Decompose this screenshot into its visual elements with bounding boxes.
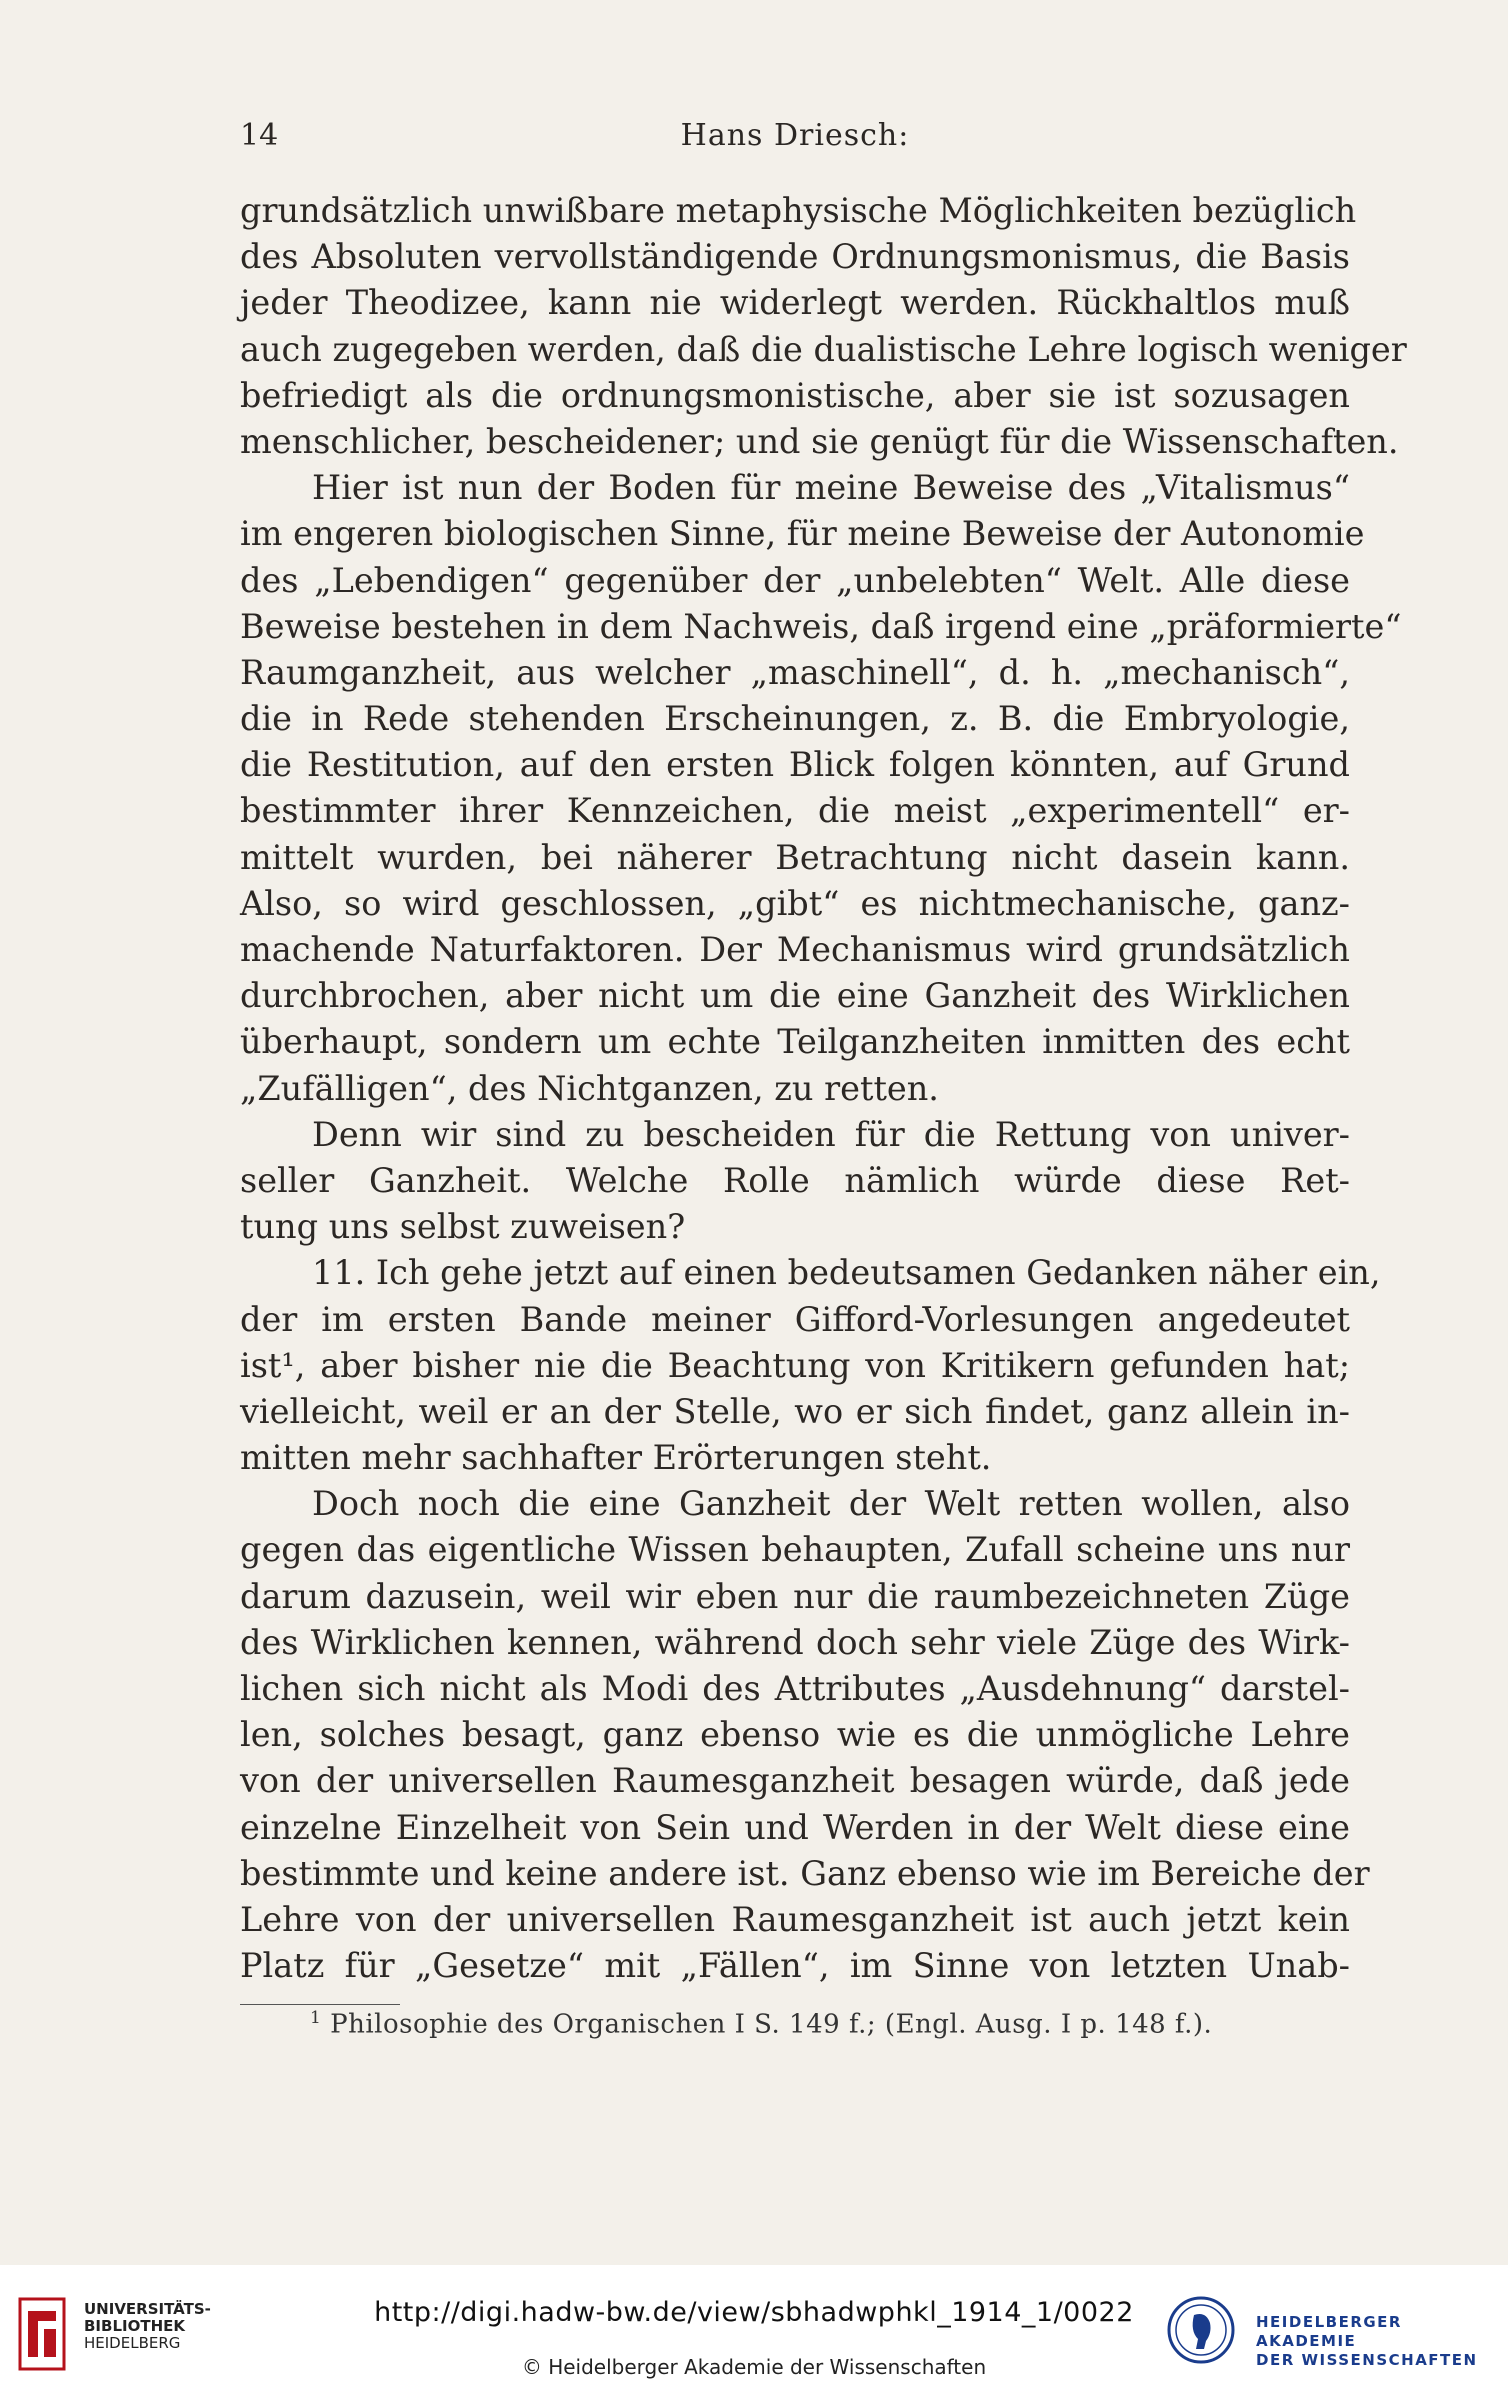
university-library-name: UNIVERSITÄTS- BIBLIOTHEK HEIDELBERG	[84, 2300, 211, 2352]
text-line: lichen sich nicht als Modi des Attributes „Ausdehnung“ darstel-	[240, 1669, 1350, 1708]
academy-name: HEIDELBERGER AKADEMIE DER WISSENSCHAFTEN	[1256, 2313, 1478, 2369]
text-line: bestimmter ihrer Kennzeichen, die meist „experimentell“ er-	[240, 791, 1350, 831]
text-line: der im ersten Bande meiner Gifford-Vorlesungen angedeutet	[240, 1299, 1350, 1339]
permalink-url[interactable]: http://digi.hadw-bw.de/view/sbhadwphkl_1914_1/0022	[374, 2297, 1134, 2328]
text-line: Platz für „Gesetze“ mit „Fällen“, im Sinne von letzten Unab-	[240, 1946, 1350, 1986]
text-line: durchbrochen, aber nicht um die eine Ganzheit des Wirklichen	[240, 976, 1350, 1016]
text-line: seller Ganzheit. Welche Rolle nämlich würde diese Ret-	[240, 1160, 1350, 1200]
text-line: machende Naturfaktoren. Der Mechanismus wird grundsätzlich	[240, 930, 1350, 969]
text-line: überhaupt, sondern um echte Teilganzheiten inmitten des echt	[240, 1022, 1350, 1062]
copyright-notice: © Heidelberger Akademie der Wissenschaften	[521, 2355, 987, 2379]
body-text	[240, 188, 1407, 1989]
footnote-divider	[240, 2004, 400, 2005]
text-line: im engeren biologischen Sinne, für meine Beweise der Autonomie	[240, 514, 1365, 554]
text-line: des „Lebendigen“ gegenüber der „unbelebten“ Welt. Alle diese	[240, 560, 1350, 600]
text-line: die Restitution, auf den ersten Blick folgen könnten, auf Grund	[240, 745, 1350, 785]
text-line: jeder Theodizee, kann nie widerlegt werden. Rückhaltlos muß	[240, 283, 1350, 323]
page-number: 14	[240, 118, 279, 153]
text-line: grundsätzlich unwißbare metaphysische Möglichkeiten bezüglich	[240, 191, 1357, 230]
footnote	[310, 2008, 1212, 2040]
text-line: befriedigt als die ordnungsmonistische, aber sie ist sozusagen	[240, 375, 1350, 415]
text-line: des Absoluten vervollständigende Ordnungsmonismus, die Basis	[240, 237, 1350, 277]
text-line: gegen das eigentliche Wissen behaupten, Zufall scheine uns nur	[240, 1530, 1350, 1570]
text-line: ist¹, aber bisher nie die Beachtung von Kritikern gefunden hat;	[240, 1345, 1350, 1385]
text-line: Denn wir sind zu bescheiden für die Rettung von univer-	[312, 1114, 1350, 1154]
text-line: 11. Ich gehe jetzt auf einen bedeutsamen Gedanken näher ein,	[312, 1253, 1381, 1293]
text-line: mitten mehr sachhafter Erörterungen steht.	[240, 1438, 992, 1478]
text-line: Lehre von der universellen Raumesganzheit ist auch jetzt kein	[240, 1899, 1350, 1939]
text-line: Hier ist nun der Boden für meine Beweise des „Vitalismus“	[312, 468, 1350, 508]
academy-seal-icon	[1166, 2295, 1236, 2365]
text-line: einzelne Einzelheit von Sein und Werden in der Welt diese eine	[240, 1807, 1350, 1847]
footer-bar	[0, 2265, 1508, 2408]
text-line: des Wirklichen kennen, während doch sehr viele Züge des Wirk-	[240, 1622, 1350, 1662]
text-line: auch zugegeben werden, daß die dualistische Lehre logisch weniger	[240, 329, 1407, 369]
text-line: Also, so wird geschlossen, „gibt“ es nichtmechanische, ganz-	[240, 883, 1350, 923]
text-line: menschlicher, bescheidener; und sie genügt für die Wissenschaften.	[240, 421, 1399, 461]
footnote-text: Philosophie des Organischen I S. 149 f.; (Engl. Ausg. I p. 148 f.).	[330, 2009, 1213, 2040]
page-header	[240, 118, 1350, 158]
text-line: tung uns selbst zuweisen?	[240, 1207, 686, 1247]
running-title: Hans Driesch:	[680, 118, 910, 153]
text-line: darum dazusein, weil wir eben nur die raumbezeichneten Züge	[240, 1576, 1350, 1616]
footnote-marker: 1	[310, 2008, 322, 2028]
text-line: Doch noch die eine Ganzheit der Welt retten wollen, also	[312, 1484, 1350, 1524]
text-line: von der universellen Raumesganzheit besagen würde, daß jede	[240, 1761, 1350, 1801]
text-line: bestimmte und keine andere ist. Ganz ebenso wie im Bereiche der	[240, 1853, 1370, 1893]
text-line: Raumganzheit, aus welcher „maschinell“, d. h. „mechanisch“,	[240, 652, 1350, 692]
text-line: die in Rede stehenden Erscheinungen, z. B. die Embryologie,	[240, 699, 1350, 739]
text-line: vielleicht, weil er an der Stelle, wo er sich findet, ganz allein in-	[240, 1391, 1350, 1431]
text-line: Beweise bestehen in dem Nachweis, daß irgend eine „präformierte“	[240, 606, 1402, 646]
text-line: „Zufälligen“, des Nichtganzen, zu retten.	[240, 1068, 939, 1108]
text-line: mittelt wurden, bei näherer Betrachtung nicht dasein kann.	[240, 837, 1350, 877]
text-line: len, solches besagt, ganz ebenso wie es die unmögliche Lehre	[240, 1715, 1350, 1755]
